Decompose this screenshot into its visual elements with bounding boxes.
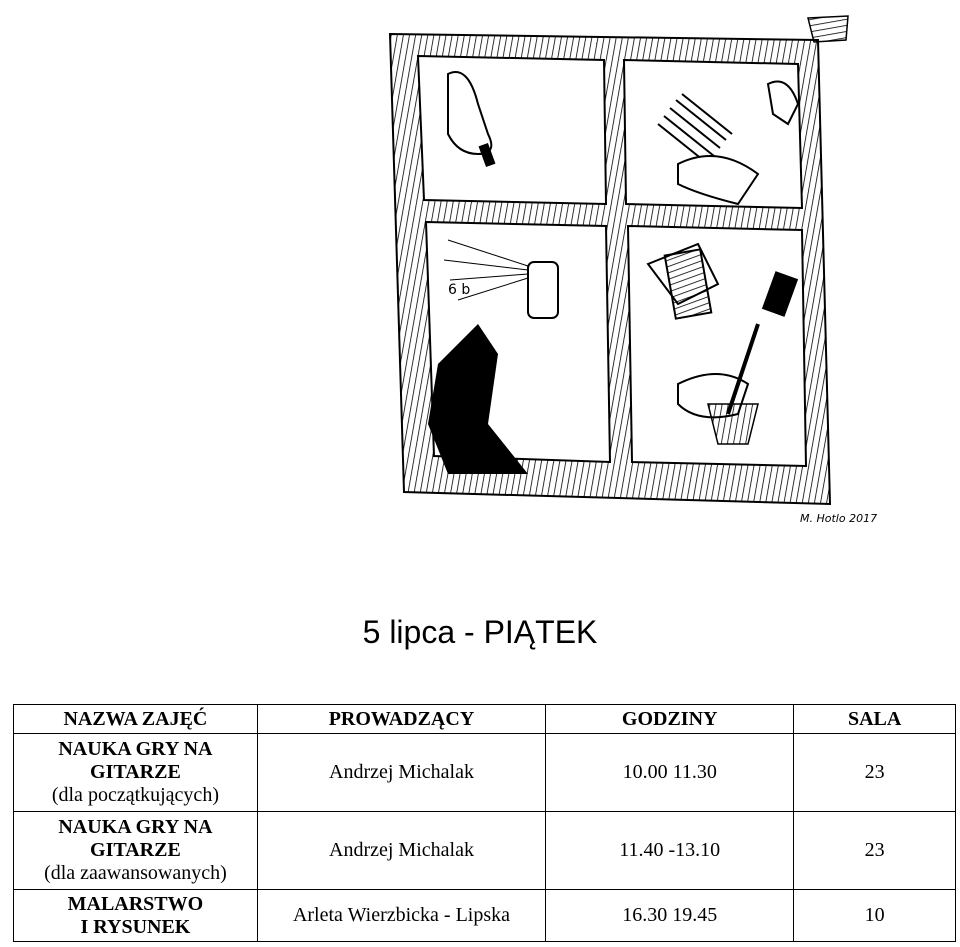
svg-text:6 b: 6 b (448, 282, 471, 298)
artist-signature: M. Hotlo 2017 (800, 512, 878, 525)
window-with-hands-drawing-icon (378, 4, 890, 536)
header-teacher: PROWADZĄCY (257, 705, 545, 734)
activity-name (14, 890, 258, 942)
schedule-table (13, 704, 956, 942)
activity-level: (dla zaawansowanych) (44, 862, 227, 884)
activity-name (14, 812, 258, 890)
hours-cell: 11.40 -13.10 (546, 812, 794, 890)
header-room: SALA (794, 705, 956, 734)
header-name: NAZWA ZAJĘĆ (14, 705, 258, 734)
activity-level: (dla początkujących) (51, 784, 219, 806)
table-row (14, 734, 956, 812)
activity-name-line1: NAUKA GRY NA (58, 816, 213, 838)
table-row (14, 812, 956, 890)
activity-name-line2: GITARZE (90, 839, 181, 861)
activity-name-line2: GITARZE (90, 761, 181, 783)
activity-name (14, 734, 258, 812)
room-cell: 10 (794, 890, 956, 942)
hours-cell: 16.30 19.45 (546, 890, 794, 942)
table-header-row (14, 705, 956, 734)
hours-cell: 10.00 11.30 (546, 734, 794, 812)
activity-name-line1: NAUKA GRY NA (58, 738, 213, 760)
activity-name-line1: MALARSTWO (67, 892, 204, 915)
header-hours: GODZINY (546, 705, 794, 734)
room-cell: 23 (794, 734, 956, 812)
table-row (14, 890, 956, 942)
page-title: 5 lipca - PIĄTEK (362, 614, 598, 650)
activity-name-line2: I RYSUNEK (80, 915, 191, 938)
teacher-cell: Andrzej Michalak (257, 734, 545, 812)
teacher-cell: Arleta Wierzbicka - Lipska (257, 890, 545, 942)
room-cell: 23 (794, 812, 956, 890)
teacher-cell: Andrzej Michalak (257, 812, 545, 890)
